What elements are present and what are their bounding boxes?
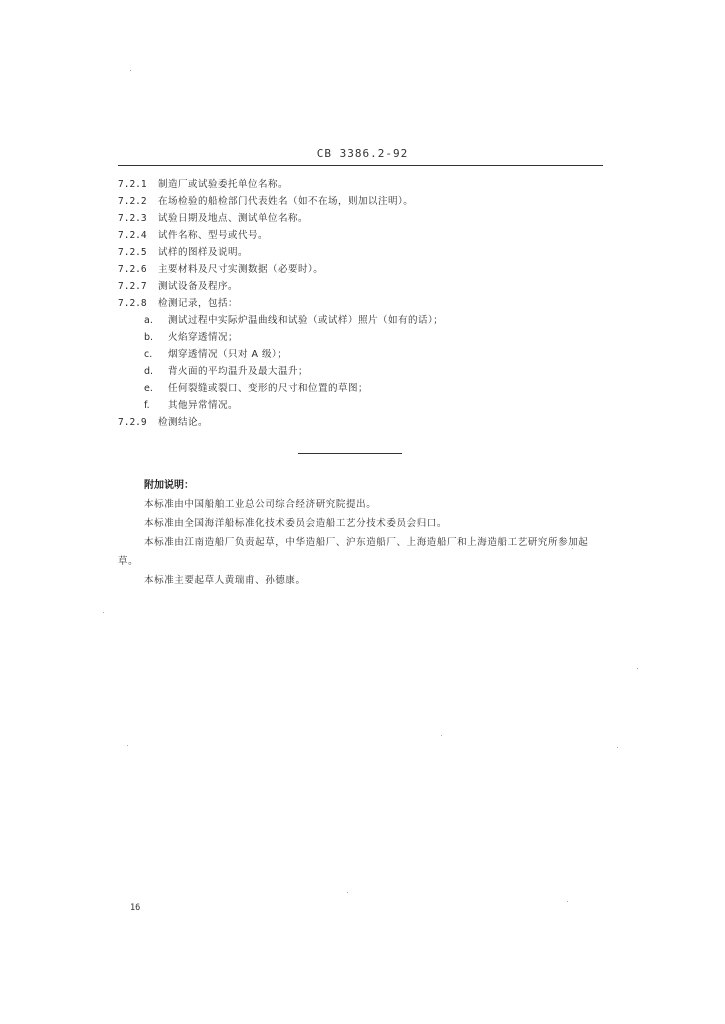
clause-number: 7.2.1 — [118, 179, 147, 190]
clause-7-2-5 — [118, 244, 598, 261]
clause-7-2-4 — [118, 227, 598, 244]
note-line: 本标准主要起草人黄瑞甫、孙德康。 — [144, 575, 306, 586]
clause-7-2-9 — [118, 414, 598, 431]
scan-speck — [103, 612, 104, 613]
clause-7-2-2 — [118, 193, 598, 210]
clause-text: 试样的图样及说明。 — [158, 247, 249, 258]
standard-code: CB 3386.2-92 — [316, 147, 409, 160]
header-rule — [118, 165, 603, 166]
note-line: 本标准由中国船舶工业总公司综合经济研究院提出。 — [144, 499, 377, 510]
clause-7-2-6 — [118, 261, 598, 278]
clause-text: 检测记录，包括： — [158, 298, 239, 309]
clause-text: 试件名称、型号或代号。 — [158, 230, 269, 241]
clause-number: 7.2.8 — [118, 298, 147, 309]
clause-text: 主要材料及尺寸实测数据（必要时）。 — [158, 264, 324, 275]
clause-text: 试验日期及地点、测试单位名称。 — [158, 213, 309, 224]
sub-item-f — [118, 397, 598, 414]
clause-text: 在场检验的船检部门代表姓名（如不在场，则加以注明）。 — [158, 196, 414, 207]
scan-speck — [347, 892, 348, 893]
clause-number: 7.2.5 — [118, 247, 147, 258]
additional-notes — [118, 476, 606, 590]
clause-list — [118, 176, 598, 431]
scan-speck — [637, 668, 638, 669]
clause-7-2-7 — [118, 278, 598, 295]
clause-number: 7.2.6 — [118, 264, 147, 275]
notes-title: 附加说明： — [144, 480, 194, 491]
scan-speck — [130, 70, 131, 71]
clause-number: 7.2.3 — [118, 213, 147, 224]
page-number: 16 — [130, 903, 141, 913]
note-line: 本标准由全国海洋船标准化技术委员会造船工艺分技术委员会归口。 — [144, 518, 448, 529]
sub-item-b — [118, 329, 598, 346]
clause-number: 7.2.4 — [118, 230, 147, 241]
sub-item-text: 背火面的平均温升及最大温升； — [168, 366, 309, 377]
scan-speck — [617, 747, 618, 748]
clause-text: 检测结论。 — [158, 417, 209, 428]
clause-7-2-8 — [118, 295, 598, 312]
scan-speck — [567, 901, 568, 902]
scan-speck — [441, 735, 442, 736]
scan-speck — [127, 745, 128, 746]
sub-item-text: 测试过程中实际炉温曲线和试验（或试样）照片（如有的话）； — [168, 315, 444, 326]
sub-item-letter: f. — [144, 400, 150, 411]
sub-item-letter: d. — [144, 366, 154, 377]
sub-item-a — [118, 312, 598, 329]
sub-item-text: 火焰穿透情况； — [168, 332, 239, 343]
clause-7-2-1 — [118, 176, 598, 193]
scan-speck — [572, 548, 573, 549]
clause-number: 7.2.9 — [118, 417, 147, 428]
sub-item-letter: c. — [144, 349, 153, 360]
note-line: 本标准由江南造船厂负责起草，中华造船厂、沪东造船厂、上海造船厂和上海造船工艺研究所参加起草。 — [118, 537, 589, 567]
clause-7-2-3 — [118, 210, 598, 227]
end-of-text-rule — [298, 453, 402, 454]
clause-text: 测试设备及程序。 — [158, 281, 239, 292]
sub-item-letter: b. — [144, 332, 154, 343]
sub-item-text: 其他异常情况。 — [168, 400, 239, 411]
sub-item-text: 任何裂缝或裂口、变形的尺寸和位置的草图； — [168, 383, 369, 394]
sub-item-text: 烟穿透情况（只对 A 级）； — [168, 349, 288, 360]
sub-item-letter: a. — [144, 315, 153, 326]
clause-number: 7.2.2 — [118, 196, 147, 207]
sub-item-letter: e. — [144, 383, 153, 394]
sub-item-e — [118, 380, 598, 397]
sub-item-d — [118, 363, 598, 380]
sub-item-c — [118, 346, 598, 363]
clause-text: 制造厂或试验委托单位名称。 — [158, 179, 289, 190]
clause-number: 7.2.7 — [118, 281, 147, 292]
